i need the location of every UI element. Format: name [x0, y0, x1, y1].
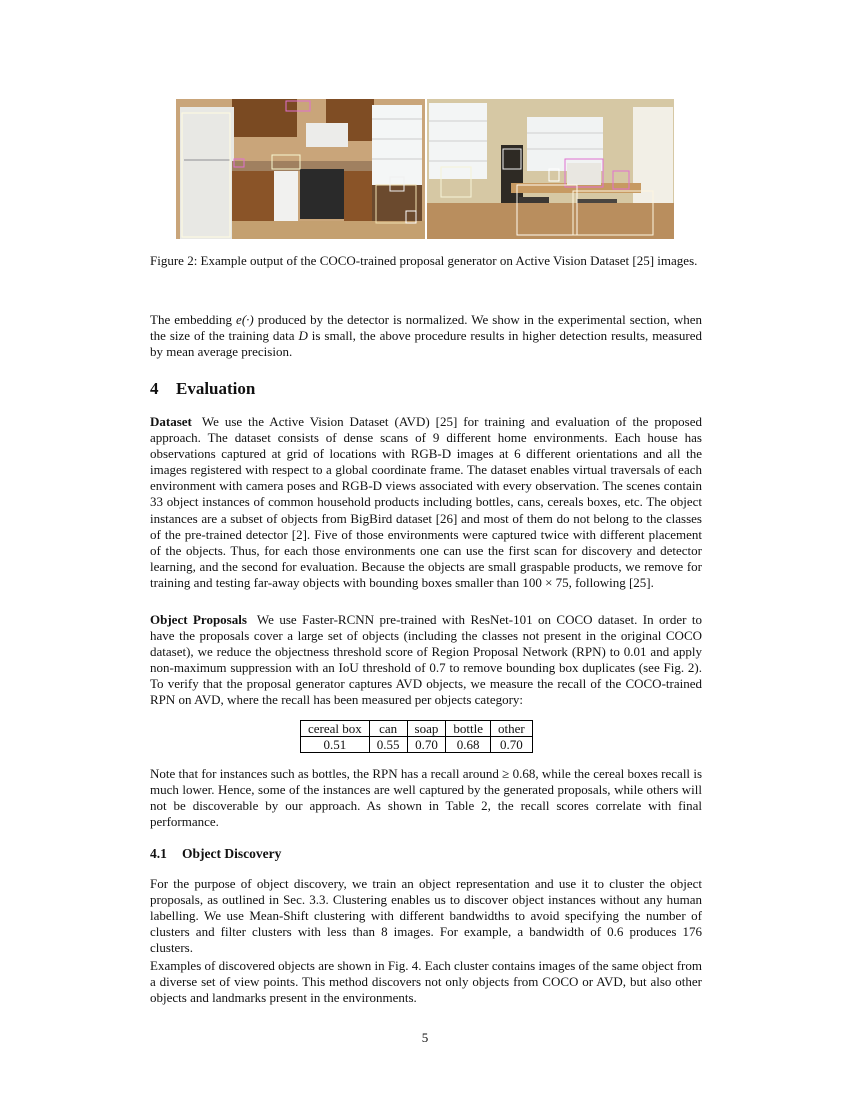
subsection-heading	[150, 846, 281, 862]
section-heading	[150, 379, 255, 399]
text-run: We use Faster-RCNN pre-trained with ResNet-101 on COCO dataset. In order to have the proposals cover a large set of objects (including the classes not present in the original COCO dataset), we reduce the objectness threshold score of Region Proposal Network (RPN) to	[150, 612, 702, 660]
note-paragraph	[150, 766, 702, 830]
math-inline: e(·)	[236, 312, 254, 327]
figure-caption: Figure 2: Example output of the COCO-trained proposal generator on Active Vision Dataset [25] images.	[150, 253, 698, 268]
table-cell: 0.55	[369, 737, 407, 753]
table-row	[301, 737, 533, 753]
kitchen-photo	[176, 99, 425, 239]
proposals-heading: Object Proposals	[150, 612, 247, 627]
text-run: to remove bounding box duplicates (see Fig. 2). To verify that the proposal generator captures AVD objects, we measure the recall of the COCO-trained RPN on AVD, where the recall has been measured per objects category:	[150, 660, 702, 708]
text-run: and apply non-maximum suppression with an IoU threshold of	[150, 644, 702, 676]
text-run: The embedding	[150, 312, 237, 327]
discovery-paragraph-1: For the purpose of object discovery, we train an object representation and use it to cluster the object proposals, as outlined in Sec. 3.3. Clustering enables us to discover object instances without any human labelling. We use Mean-Shift clustering with different bandwidths to avoid specifying the number of clusters and filter clusters with less than 8 images. For example, a bandwidth of 0.6 produces 176 clusters.	[150, 876, 702, 956]
text-run: , following [25].	[568, 574, 654, 590]
table-cell: 0.51	[301, 737, 370, 753]
math-inline: 100 × 75	[522, 574, 569, 590]
table-header-cell: soap	[407, 721, 446, 737]
table-header-cell: cereal box	[301, 721, 370, 737]
table-header-cell: bottle	[446, 721, 491, 737]
table-cell: 0.68	[446, 737, 491, 753]
math-inline: 0.01	[623, 644, 647, 660]
table-header-cell: can	[369, 721, 407, 737]
table-cell: 0.70	[490, 737, 532, 753]
living-room-photo	[427, 99, 674, 239]
proposals-paragraph	[150, 612, 702, 709]
math-inline: D	[298, 328, 308, 344]
text-run: Note that for instances such as bottles, the RPN has a recall around	[150, 766, 503, 781]
page-number: 5	[421, 1030, 429, 1045]
dataset-heading: Dataset	[150, 414, 192, 429]
figure-2	[176, 99, 674, 239]
text-run: is small, the above procedure results in higher detection results, measured by mean average precision.	[150, 328, 703, 360]
subsection-title: Object Discovery	[182, 846, 282, 861]
dataset-paragraph	[150, 414, 702, 591]
math-inline: ≥ 0.68	[502, 766, 536, 781]
table-cell: 0.70	[407, 737, 446, 753]
table-header-cell: other	[490, 721, 532, 737]
subsection-number: 4.1	[150, 846, 167, 861]
embedding-paragraph	[150, 312, 702, 360]
section-number: 4	[150, 379, 159, 398]
text-run: , while the cereal boxes recall is much lower. Hence, some of the instances are well captured by the generated proposals, while others will not be discoverable by our approach. As shown in Table 2, the recall scores correlate with final performance.	[150, 766, 703, 830]
discovery-paragraph-2: Examples of discovered objects are shown in Fig. 4. Each cluster contains images of the same object from a diverse set of view points. This method discovers not only objects from COCO or AVD, but also other objects and landmarks present in the environments.	[150, 958, 702, 1006]
table-header-row	[301, 721, 533, 737]
recall-table	[300, 720, 533, 753]
section-title: Evaluation	[176, 379, 256, 398]
math-inline: 0.7	[429, 660, 446, 676]
text-run: produced by the detector is normalized. We show in the experimental section, when the size of the training data	[150, 312, 702, 344]
text-run: We use the Active Vision Dataset (AVD) [25] for training and evaluation of the proposed approach. The dataset consists of dense scans of 9 different home environments. Each house has observations captured at grid of locations with RGB-D images at 6 different orientations and all the images registered with respect to a global coordinate frame. The dataset enables virtual traversals of each environment with camera poses and RGB-D views associated with every observation. The scenes contain 33 object instances of common household products including bottles, cans, cereals boxes, etc. The object instances are a subset of objects from BigBird dataset [26] and most of them do not belong to the classes of the pre-trained detector [2]. Five of those environments were captured twice with different placement of the objects. Thus, for each those environments one can use the first scan for discovery and detector learning, and the second for evaluation. Because the objects are small graspable products, we remove for training and testing far-away objects with bounding boxes smaller than	[150, 414, 702, 590]
